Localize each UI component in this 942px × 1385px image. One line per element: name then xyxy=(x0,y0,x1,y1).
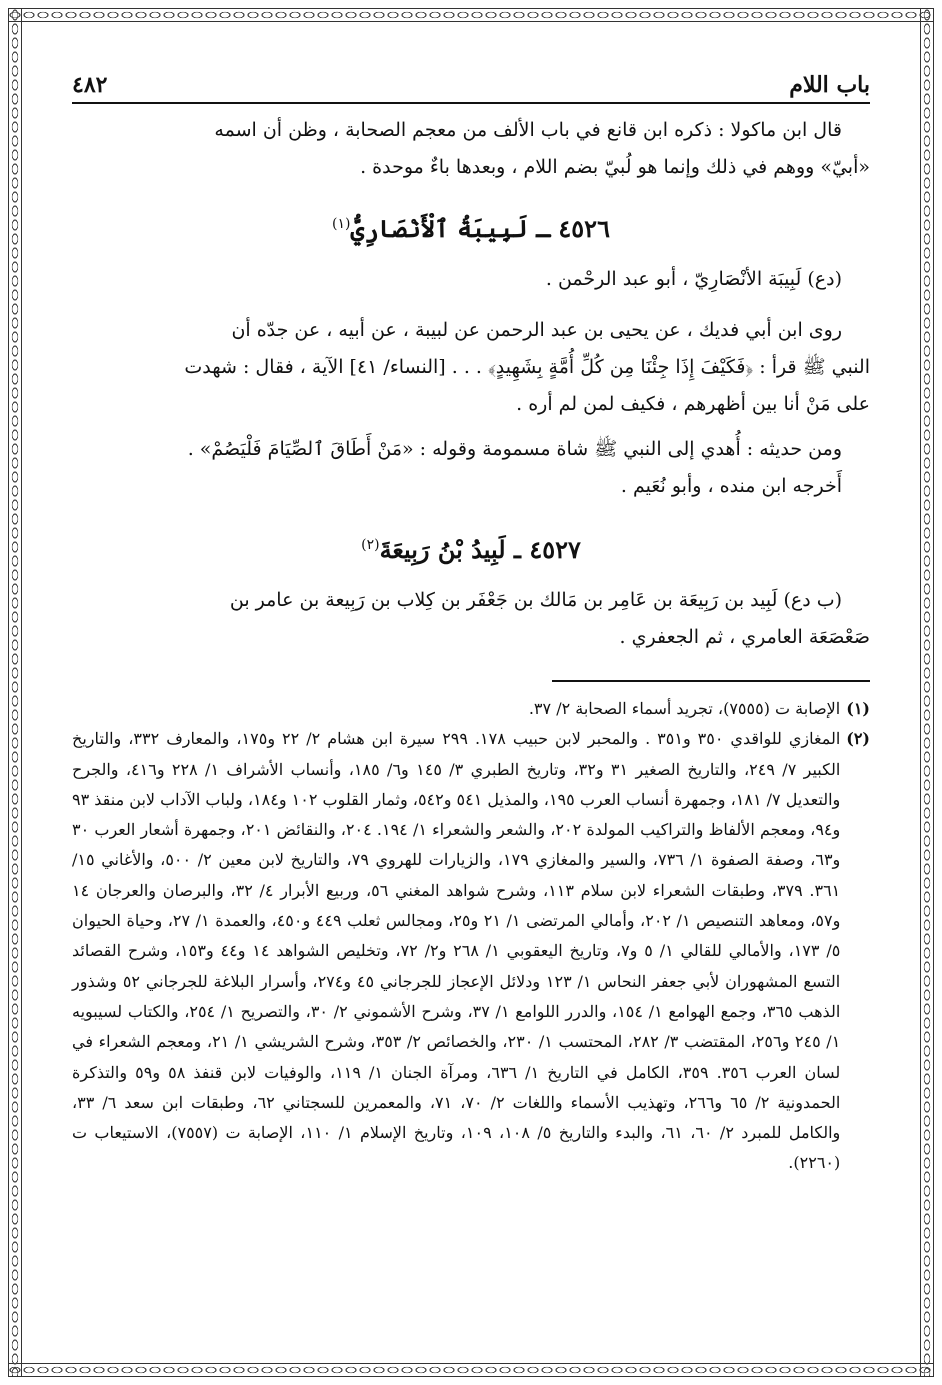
footnote-separator xyxy=(552,680,870,682)
running-header xyxy=(72,58,870,104)
entry-title-4526 xyxy=(72,206,870,247)
entry-title-4527 xyxy=(72,527,870,568)
page-number: ٤٨٢ xyxy=(72,72,108,98)
footnote-number: (٢) xyxy=(846,729,870,749)
entry-title-text: ٤٥٢٦ ـ لَبِيبَةُ ٱلْأَنْصَارِيُّ xyxy=(350,214,610,243)
footnote-1 xyxy=(72,694,870,724)
main-text xyxy=(72,112,870,656)
section-title: باب اللام xyxy=(789,72,870,98)
entry1-para-line-3: على مَنْ أنا بين أظهرهم ، فكيف لمن لم أره . xyxy=(516,393,870,415)
entry1-para-line-1: روى ابن أبي فديك ، عن يحيى بن عبد الرحمن عن لبيبة ، عن أبيه ، عن جدّه أن xyxy=(231,319,842,341)
footnotes xyxy=(72,694,870,1179)
page-border-top xyxy=(8,8,934,22)
entry1-source-line: أَخرجه ابن منده ، وأبو نُعَيم . xyxy=(620,475,842,497)
entry1-hadith-line: ومن حديثه : أُهدي إلى النبي ﷺ شاة مسمومة وقوله : «مَنْ أَطَاقَ ٱلصِّيَامَ فَلْيَصُمْ» . xyxy=(187,438,842,460)
page-border-left xyxy=(8,8,22,1377)
footnote-ref-1: (١) xyxy=(332,216,351,232)
book-page xyxy=(72,58,870,1345)
entry1-heading-line: (دع) لَبِيبَة الأنْصَارِيّ ، أبو عبد الرحْمن . xyxy=(545,268,842,290)
intro-line-1: قال ابن ماكولا : ذكره ابن قانع في باب الألف من معجم الصحابة ، وظن أن اسمه xyxy=(214,119,842,141)
footnote-text: الإصابة ت (٧٥٥٥)، تجريد أسماء الصحابة ٢/ ٣٧. xyxy=(528,699,841,718)
footnote-text: المغازي للواقدي ٣٥٠ و٣٥١ . والمحبر لابن حبيب ١٧٨. ٢٩٩ سيرة ابن هشام ٢/ ٢٢ و١٧٥، والمعارف ٣٣٢، والتاريخ الكبير ٧/ ٢٤٩، والتاريخ الصغير ٣١ و٣٢، وتاريخ الطبري ٣/ ١٤٥ و٦/ ١٨٥، وأنساب الأشراف ١/ ٢٢٨ و٤١٦، والجرح والتعديل ٧/ ١٨١، وجمهرة أنساب العرب ١٩٥، والمذيل ٥٤١ و٥٤٢، وثمار القلوب ١٠٢ و١٨٤، ولباب الآداب لابن منقذ ٩٣ و٩٤، ومعجم الألفاظ والتراكيب المولدة ٢٠٢، والشعر والشعراء ١/ ١٩٤. ٢٠٤، والنقائض ٢٠١، وجمهرة أشعار العرب ٣٠ و٦٣، وصفة الصفوة ١/ ٧٣٦، والسير والمغازي ١٧٩، والزيارات للهروي ٧٩، والتاريخ لابن معين ٢/ ٥٠٠، والأغاني ١٥/ ٣٦١. ٣٧٩، وطبقات الشعراء لابن سلام ١١٣، وشرح شواهد المغني ٥٦، وربيع الأبرار ٤/ ٣٢، والبرصان والعرجان ١٤ و٥٧، ومعاهد التنصيص ١/ ٢٠٢، وأمالي المرتضى ١/ ٢١ و٢٥، ومجالس ثعلب ٤٤٩ و٤٥٠، والعمدة ١/ ٢٧، وحياة الحيوان ٥/ ١٧٣، والأمالي للقالي ١/ ٥ و٧، وتاريخ اليعقوبي ١/ ٢٦٨ و٢/ ٧٢، وتخليص الشواهد ١٤ و٤٤ و١٥٣، وشرح القصائد التسع المشهوران لأبي جعفر النحاس ١/ ١٢٣ ودلائل الإعجاز للجرجاني ٤٥ و٢٧٤، وأسرار البلاغة للجرجاني ٥٢ وشذور الذهب ٣٦٥، وجمع الهوامع ١/ ١٥٤، والدرر اللوامع ١/ ٣٧، وشرح الأشموني ٢/ ٣٠، والتصريح ١/ ٢٥٤، والكتاب لسيبويه ١/ ٢٤٥ و٢٥٦، المقتضب ٣/ ٢٨٢، المحتسب ١/ ٢٣٠، والخصائص ٢/ ٣٥٣، وشرح الشريشي ١/ ٢١، ومعجم الشعراء في لسان العرب ٣٥٦. ٣٥٩، الكامل في التاريخ ١/ ٦٣٦، ومرآة الجنان ١/ ١١٩، والوفيات لابن قنفذ ٥٨ و٥٩ والتذكرة الحمدونية ٢/ ٦٥ و٢٦٦، وتهذيب الأسماء واللغات ٢/ ٧٠، ٧١، والمعمرين للسجتاني ٦٢، وطبقات ابن سعد ٦/ ٣٣، والكامل للمبرد ٢/ ٦٠، ٦١، والبدء والتاريخ ٥/ ١٠٨، ١٠٩، وتاريخ الإسلام ١/ ١١٠، الإصابة ت (٧٥٥٧)، الاستيعاب ت (٢٢٦٠). xyxy=(72,729,841,1173)
footnote-2 xyxy=(72,724,870,1178)
page-border-bottom xyxy=(8,1363,934,1377)
entry-title-text: ٤٥٢٧ ـ لَبِيدُ بْنُ رَبِيعَةَ xyxy=(379,535,581,564)
page-border-right xyxy=(920,8,934,1377)
entry2-para-line-2: صَعْصَعَة العامري ، ثم الجعفري . xyxy=(619,626,870,648)
entry2-para-line-1: (ب دع) لَبِيد بن رَبِيعَة بن عَامِر بن مَالك بن جَعْفَر بن كِلاب بن رَبِيعة بن عامر بن xyxy=(229,589,842,611)
footnote-number: (١) xyxy=(846,699,870,718)
footnote-ref-2: (٢) xyxy=(361,537,380,553)
intro-line-2: «أبيّ» ووهم في ذلك وإنما هو لُبيّ بضم اللام ، وبعدها باءٌ موحدة . xyxy=(360,156,870,178)
entry1-para-line-2: النبي ﷺ قرأ : ﴿فَكَيْفَ إِذَا جِئْنَا مِن كُلِّ أُمَّةٍ بِشَهِيدٍ﴾ . . . [النساء/ ٤١] الآية ، فقال : شهدت xyxy=(184,356,870,378)
